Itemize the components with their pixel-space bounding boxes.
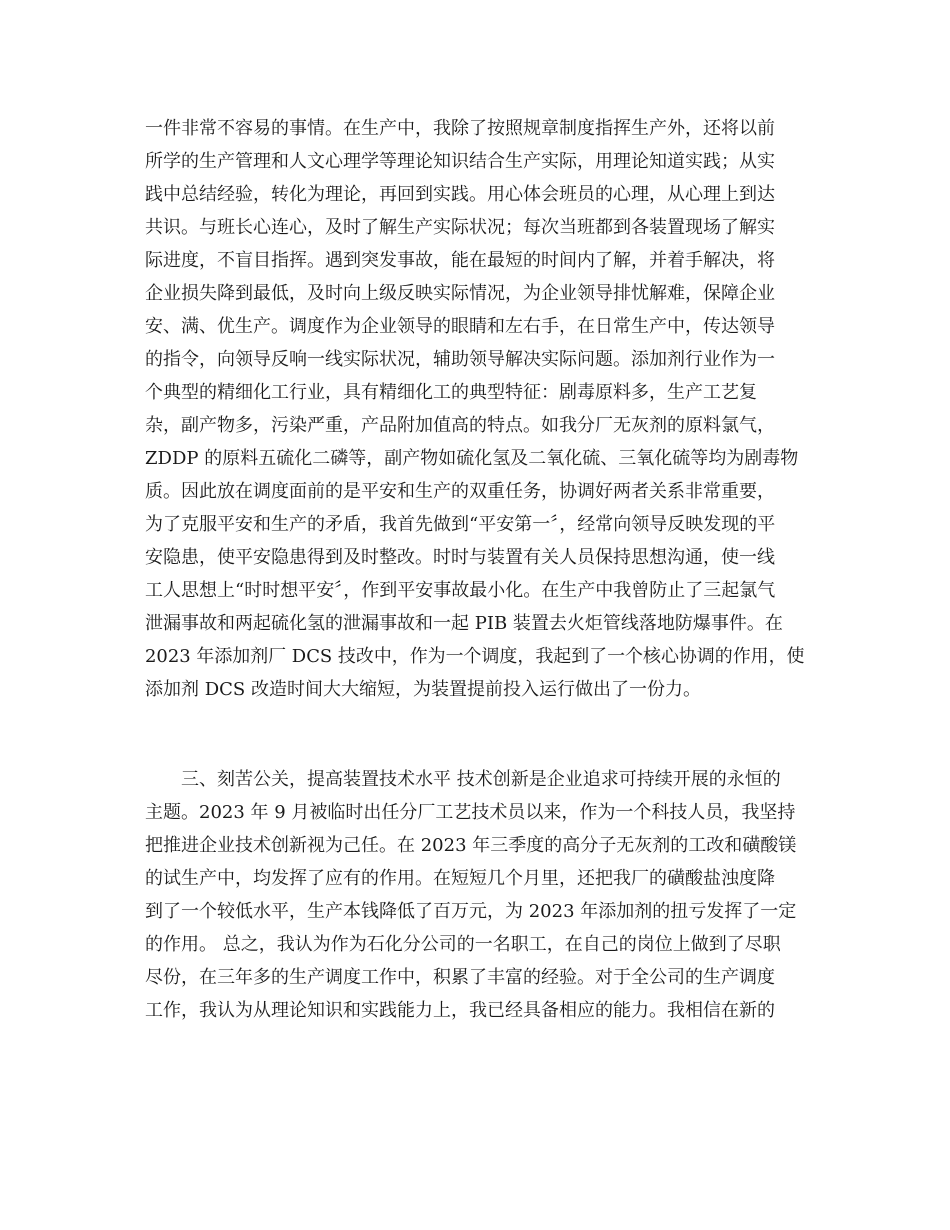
text-line: 三、刻苦公关，提高装置技术水平 技术创新是企业追求可持续开展的永恒的 bbox=[145, 769, 781, 790]
text-line: 所学的生产管理和人文心理学等理论知识结合生产实际，用理论知道实践；从实 bbox=[145, 151, 775, 172]
text-line: 主题。2023 年 9 月被临时出任分厂工艺技术员以来，作为一个科技人员，我坚持 bbox=[145, 802, 796, 823]
body-paragraph-1 bbox=[145, 112, 805, 706]
text-line: 工作，我认为从理论知识和实践能力上，我已经具备相应的能力。我相信在新的 bbox=[145, 1000, 775, 1021]
text-line: 泄漏事故和两起硫化氢的泄漏事故和一起 PIB 装置去火炬管线落地防爆事件。在 bbox=[145, 613, 783, 634]
text-line: 把推进企业技术创新视为己任。在 2023 年三季度的高分子无灰剂的工改和磺酸镁 bbox=[145, 835, 797, 856]
text-line: 企业损失降到最低，及时向上级反映实际情况，为企业领导排忧解难，保障企业 bbox=[145, 283, 775, 304]
text-line: 的指令，向领导反响一线实际状况，辅助领导解决实际问题。添加剂行业作为一 bbox=[145, 349, 775, 370]
text-line: 个典型的精细化工行业，具有精细化工的典型特征：剧毒原料多，生产工艺复 bbox=[145, 382, 757, 403]
text-line: 到了一个较低水平，生产本钱降低了百万元，为 2023 年添加剂的扭亏发挥了一定 bbox=[145, 901, 797, 922]
text-line: 安、满、优生产。调度作为企业领导的眼睛和左右手，在日常生产中，传达领导 bbox=[145, 316, 775, 337]
text-line: 尽份，在三年多的生产调度工作中，积累了丰富的经验。对于全公司的生产调度 bbox=[145, 967, 775, 988]
text-line: 为了克服平安和生产的矛盾，我首先做到“平安第一〞，经常向领导反映发现的平 bbox=[145, 514, 776, 535]
text-line: ZDDP 的原料五硫化二磷等，副产物如硫化氢及二氧化硫、三氧化硫等均为剧毒物 bbox=[145, 448, 799, 469]
text-line: 践中总结经验，转化为理论，再回到实践。用心体会班员的心理，从心理上到达 bbox=[145, 184, 775, 205]
text-line: 的试生产中，均发挥了应有的作用。在短短几个月里，还把我厂的磺酸盐浊度降 bbox=[145, 868, 775, 889]
text-line: 共识。与班长心连心，及时了解生产实际状况；每次当班都到各装置现场了解实 bbox=[145, 217, 775, 238]
text-line: 2023 年添加剂厂 DCS 技改中，作为一个调度，我起到了一个核心协调的作用，使 bbox=[145, 646, 805, 667]
text-line: 质。因此放在调度面前的是平安和生产的双重任务，协调好两者关系非常重要， bbox=[145, 481, 775, 502]
text-line: 的作用。 总之，我认为作为石化分公司的一名职工，在自己的岗位上做到了尽职 bbox=[145, 934, 781, 955]
body-paragraph-2 bbox=[145, 763, 805, 1027]
text-line: 杂，副产物多，污染严重，产品附加值高的特点。如我分厂无灰剂的原料氯气， bbox=[145, 415, 775, 436]
text-line: 工人思想上“时时想平安〞，作到平安事故最小化。在生产中我曾防止了三起氯气 bbox=[145, 580, 776, 601]
text-line: 一件非常不容易的事情。在生产中，我除了按照规章制度指挥生产外，还将以前 bbox=[145, 118, 775, 139]
text-line: 际进度，不盲目指挥。遇到突发事故，能在最短的时间内了解，并着手解决，将 bbox=[145, 250, 775, 271]
text-line: 安隐患，使平安隐患得到及时整改。时时与装置有关人员保持思想沟通，使一线 bbox=[145, 547, 775, 568]
text-line: 添加剂 DCS 改造时间大大缩短，为装置提前投入运行做出了一份力。 bbox=[145, 679, 701, 700]
